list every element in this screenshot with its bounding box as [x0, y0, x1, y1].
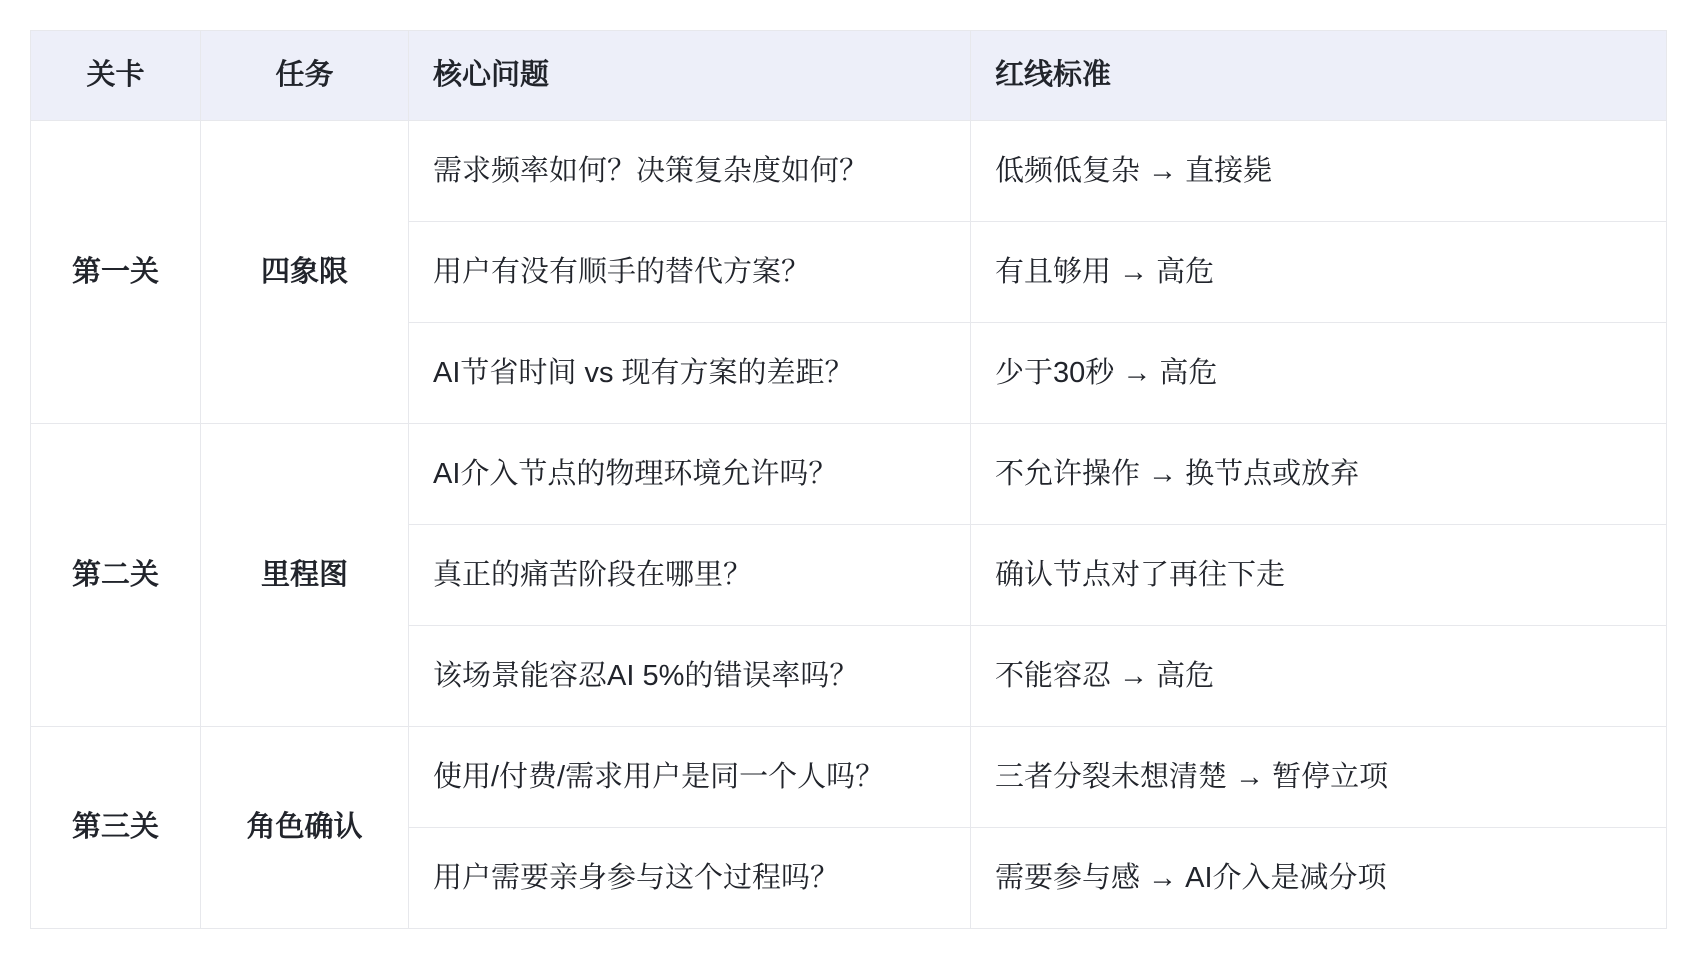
question-cell: 用户有没有顺手的替代方案？: [409, 222, 971, 323]
table-row: [31, 727, 1667, 828]
redline-cell: 确认节点对了再往下走: [971, 525, 1667, 626]
gate-review-table: [30, 30, 1667, 929]
table-row: [31, 121, 1667, 222]
level-cell-gate1: 第一关: [31, 121, 201, 424]
col-header-level: 关卡: [31, 31, 201, 121]
question-cell: 用户需要亲身参与这个过程吗？: [409, 828, 971, 929]
redline-cell: 有且够用 → 高危: [971, 222, 1667, 323]
header-row: [31, 31, 1667, 121]
question-cell: 使用/付费/需求用户是同一个人吗？: [409, 727, 971, 828]
question-cell: AI介入节点的物理环境允许吗？: [409, 424, 971, 525]
redline-cell: 少于30秒 → 高危: [971, 323, 1667, 424]
col-header-task: 任务: [201, 31, 409, 121]
table-row: [31, 424, 1667, 525]
question-cell: 真正的痛苦阶段在哪里？: [409, 525, 971, 626]
level-cell-gate3: 第三关: [31, 727, 201, 929]
task-cell-gate2: 里程图: [201, 424, 409, 727]
level-cell-gate2: 第二关: [31, 424, 201, 727]
question-cell: 需求频率如何？决策复杂度如何？: [409, 121, 971, 222]
question-cell: AI节省时间 vs 现有方案的差距？: [409, 323, 971, 424]
redline-cell: 不允许操作 → 换节点或放弃: [971, 424, 1667, 525]
col-header-question: 核心问题: [409, 31, 971, 121]
redline-cell: 不能容忍 → 高危: [971, 626, 1667, 727]
question-cell: 该场景能容忍AI 5%的错误率吗？: [409, 626, 971, 727]
redline-cell: 需要参与感 → AI介入是减分项: [971, 828, 1667, 929]
col-header-redline: 红线标准: [971, 31, 1667, 121]
task-cell-gate3: 角色确认: [201, 727, 409, 929]
redline-cell: 三者分裂未想清楚 → 暂停立项: [971, 727, 1667, 828]
task-cell-gate1: 四象限: [201, 121, 409, 424]
redline-cell: 低频低复杂 → 直接毙: [971, 121, 1667, 222]
